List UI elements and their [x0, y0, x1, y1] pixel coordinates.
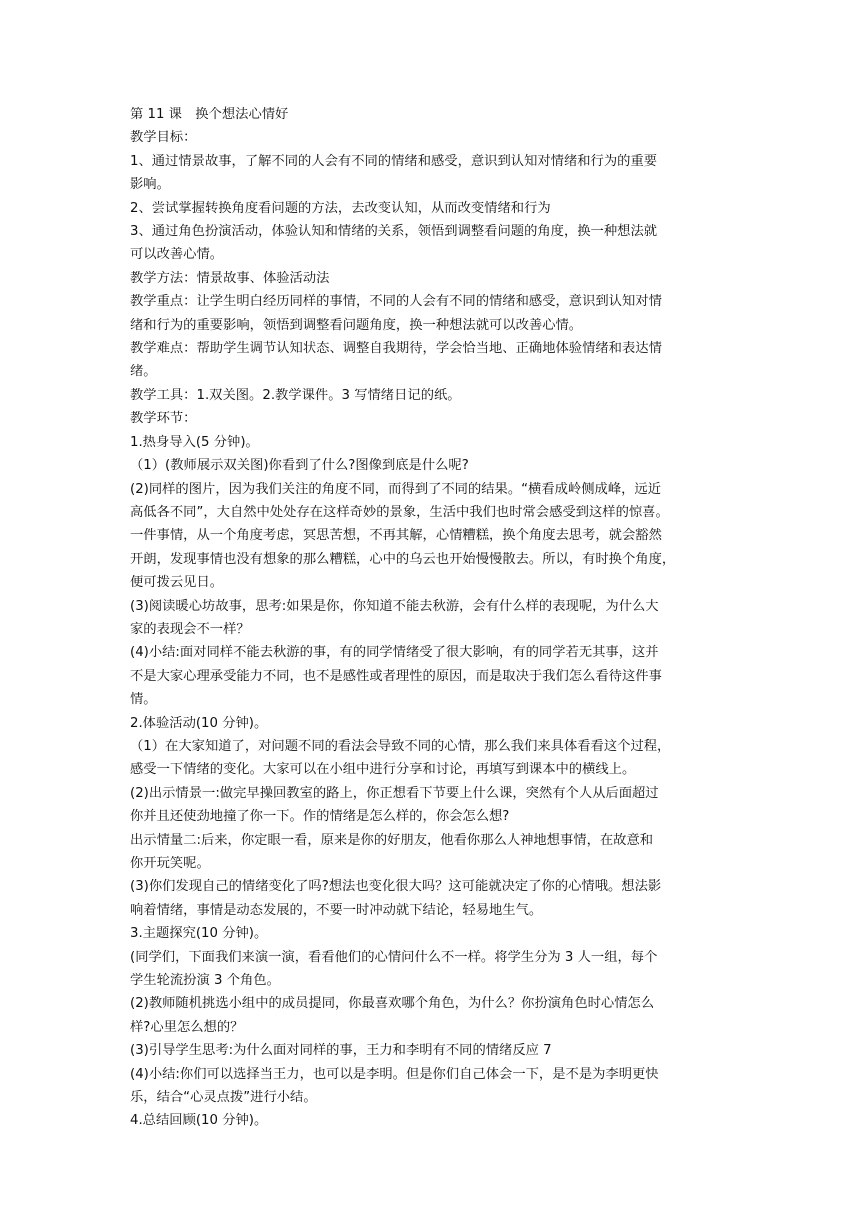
lesson-plan-document	[130, 103, 740, 1133]
teaching-goals-heading: 教学目标：	[130, 130, 197, 146]
section-3-item-2-line-1: (2)教师随机挑选小组中的成员提同，你最喜欢哪个角色，为什么？你扮演角色时心情怎么	[130, 996, 655, 1012]
lesson-title: 第 11 课 换个想法心情好	[130, 107, 289, 122]
goal-1-line-2: 影响。	[130, 177, 170, 193]
teaching-steps-heading: 教学环节：	[130, 411, 197, 427]
section-1-item-2-line-5: 便可拨云见日。	[130, 575, 224, 591]
section-2-item-3-line-1: (3)你们发现自己的情绪变化了吗?想法也变化很大吗？这可能就决定了你的心情哦。想法影	[130, 879, 662, 895]
section-2-scene-2-line-1: 出示情量二:后来，你定眼一看，原来是你的好朋友，他看你那么人神地想事情，在故意和	[130, 832, 654, 848]
section-2-item-1-line-1: （1）在大家知道了，对问题不同的看法会导致不同的心情，那么我们来具体看看这个过程，	[130, 738, 671, 754]
section-1-heading: 1.热身导入(5 分钟)。	[130, 434, 259, 450]
teaching-methods: 教学方法：情景故事、体验活动法	[130, 270, 330, 286]
section-3-item-2-line-2: 样?心里怎么想的？	[130, 1019, 244, 1035]
section-3-item-4-line-2: 乐，结合“心灵点拨”进行小结。	[130, 1090, 317, 1106]
section-3-item-1-line-1: (同学们，下面我们来演一演，看看他们的心情问什么不一样。将学生分为 3 人一组，每个	[130, 949, 658, 965]
section-2-item-2-line-2: 你并且还使劲地撞了你一下。作的情绪是怎么样的，你会怎么想?	[130, 809, 510, 825]
goal-1-line-1: 1、通过情景故事，了解不同的人会有不同的情绪和感受，意识到认知对情绪和行为的重要	[130, 153, 658, 169]
section-3-item-3: (3)引导学生思考:为什么面对同样的事，王力和李明有不同的情绪反应 7	[130, 1043, 552, 1059]
section-1-item-3-line-2: 家的表现会不一样？	[130, 621, 250, 637]
section-1-item-2-line-3: 一件事情，从一个角度考虑，冥思苦想，不再其解，心情糟糕，换个角度去思考，就会豁然	[130, 528, 662, 544]
goal-3-line-1: 3、通过角色扮演活动，体验认知和情绪的关系，领悟到调整看问题的角度，换一种想法就	[130, 224, 658, 240]
section-1-item-3-line-1: (3)阅读暖心坊故事，思考:如果是你，你知道不能去秋游，会有什么样的表现呢，为什么大	[130, 598, 659, 614]
section-2-item-2-line-1: (2)出示情景一:做完早操回教室的路上，你正想看下节要上什么课，突然有个人从后面超过	[130, 785, 659, 801]
section-1-item-4-line-1: (4)小结:面对同样不能去秋游的事，有的同学情绪受了很大影响，有的同学若无其事，这并	[130, 645, 659, 661]
teaching-difficulty-line-2: 绪。	[130, 364, 157, 380]
section-1-item-2-line-2: 高低各不同”，大自然中处处存在这样奇妙的景象，生活中我们也时常会感受到这样的惊喜。	[130, 504, 669, 520]
teaching-tools: 教学工具：1.双关图。2.教学课件。3 写情绪日记的纸。	[130, 387, 461, 403]
goal-2: 2、尝试掌握转换角度看问题的方法，去改变认知，从而改变情绪和行为	[130, 200, 551, 216]
section-1-item-2-line-4: 开朗，发现事情也没有想象的那么糟糕，心中的乌云也开始慢慢散去。所以，有时换个角度，	[130, 551, 676, 567]
section-3-heading: 3.主题探究(10 分钟)。	[130, 926, 268, 942]
section-1-item-2-line-1: (2)同样的图片，因为我们关注的角度不同，而得到了不同的结果。“横看成岭侧成峰，远近	[130, 481, 662, 497]
goal-3-line-2: 可以改善心情。	[130, 247, 224, 263]
section-2-item-1-line-2: 感受一下情绪的变化。大家可以在小组中进行分享和讨论，再填写到课本中的横线上。	[130, 762, 636, 778]
section-4-heading: 4.总结回顾(10 分钟)。	[130, 1113, 268, 1129]
teaching-difficulty-line-1: 教学难点：帮助学生调节认知状态、调整自我期待，学会恰当地、正确地体验情绪和表达情	[130, 341, 662, 357]
section-3-item-1-line-2: 学生轮流扮演 3 个角色。	[130, 973, 280, 989]
section-2-heading: 2.体验活动(10 分钟)。	[130, 715, 268, 731]
section-3-item-4-line-1: (4)小结:你们可以选择当王力，也可以是李明。但是你们自己体会一下，是不是为李明更快	[130, 1066, 659, 1082]
teaching-focus-line-1: 教学重点：让学生明白经历同样的事情，不同的人会有不同的情绪和感受，意识到认知对情	[130, 294, 662, 310]
section-1-item-1: （1）(教师展示双关图)你看到了什么?图像到底是什么呢?	[130, 458, 469, 474]
section-2-scene-2-line-2: 你开玩笑呢。	[130, 856, 210, 871]
teaching-focus-line-2: 绪和行为的重要影响，领悟到调整看问题角度，换一种想法就可以改善心情。	[130, 317, 583, 333]
section-2-item-3-line-2: 响着情绪，事情是动态发展的，不要一时冲动就下结论，轻易地生气。	[130, 902, 543, 918]
section-1-item-4-line-3: 情。	[130, 692, 157, 708]
section-1-item-4-line-2: 不是大家心理承受能力不同，也不是感性或者理性的原因，而是取决于我们怎么看待这件事	[130, 668, 662, 684]
